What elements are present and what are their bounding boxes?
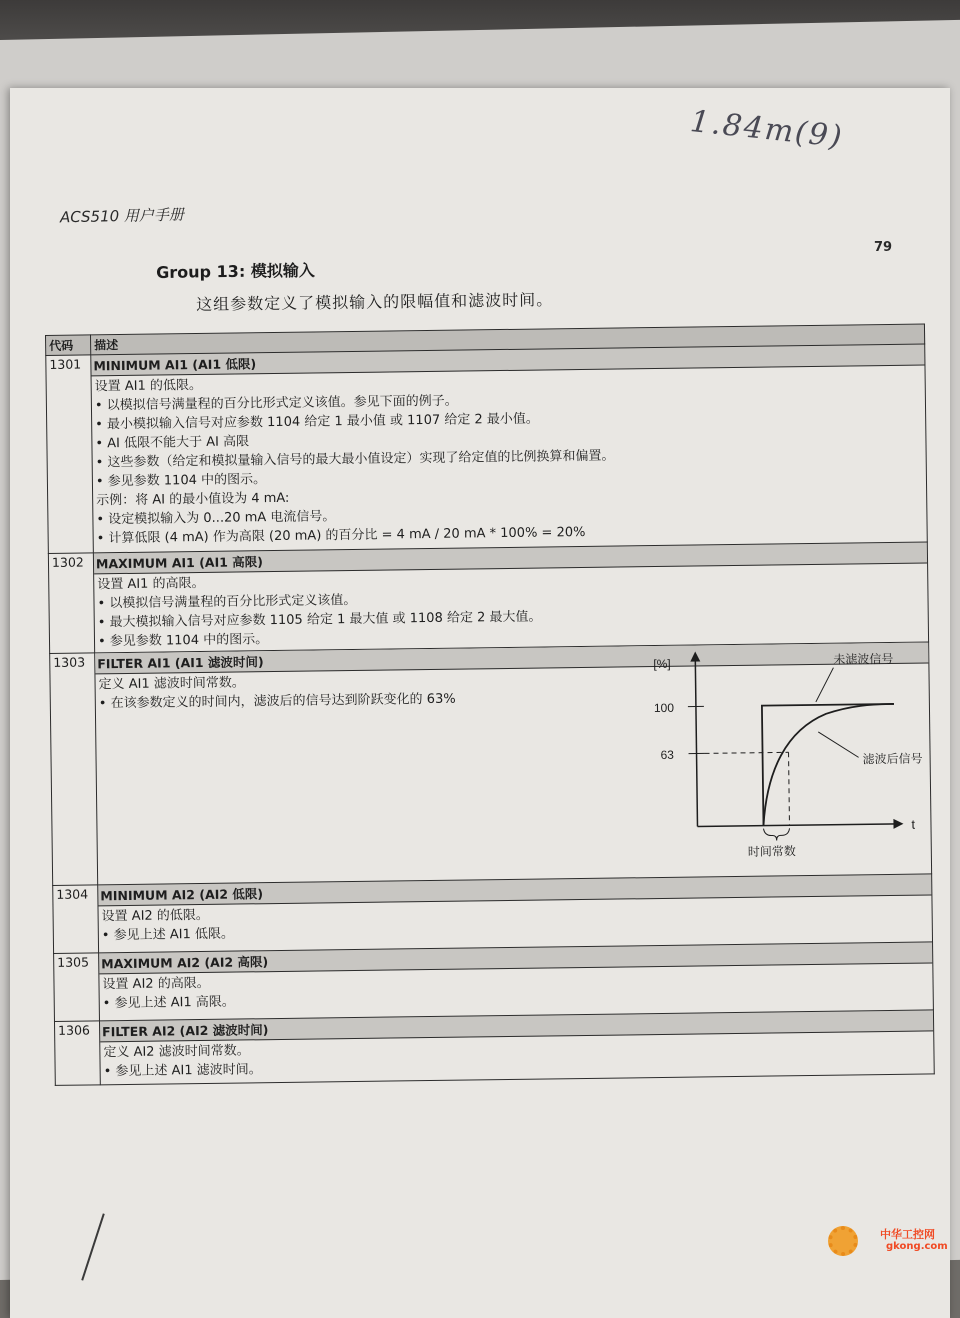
desc-bullet: • 计算低限 (4 mA) 作为高限 (20 mA) 的百分比 = 4 mA / 20 mA * 100% = 20% xyxy=(97,519,924,549)
watermark-logo xyxy=(828,1224,946,1264)
param-title: MAXIMUM AI1 (AI1 高限) xyxy=(94,542,927,574)
param-code: 1305 xyxy=(54,953,100,1022)
filtered-label: 滤波后信号 xyxy=(863,751,923,767)
desc-bullet: • 参见上述 AI1 滤波时间。 xyxy=(104,1051,931,1081)
section-description: 这组参数定义了模拟输入的限幅值和滤波时间。 xyxy=(196,287,553,315)
param-desc xyxy=(93,542,928,653)
desc-bullet: • 最大模拟输入信号对应参数 1105 给定 1 最大值 或 1108 给定 2 最大值。 xyxy=(98,603,925,633)
watermark-url: gkong.com xyxy=(886,1241,948,1252)
table-row-1305 xyxy=(54,942,934,1021)
desc-line: 设置 AI1 的低限。 xyxy=(95,367,922,397)
param-desc xyxy=(91,344,928,553)
desc-line: 设置 AI2 的低限。 xyxy=(101,896,928,926)
param-code: 1302 xyxy=(48,553,94,654)
gear-icon xyxy=(828,1226,858,1256)
param-desc xyxy=(99,1010,934,1085)
unfiltered-label: 未滤波信号 xyxy=(833,651,893,667)
y-axis-unit: [%] xyxy=(653,657,671,671)
param-code: 1306 xyxy=(54,1021,100,1086)
filter-diagram xyxy=(635,648,948,862)
table-row-1303 xyxy=(50,642,932,885)
param-title: MINIMUM AI1 (AI1 低限) xyxy=(91,344,924,376)
param-desc xyxy=(99,942,934,1021)
desc-line: 定义 AI1 滤波时间常数。 xyxy=(98,665,925,695)
desc-bullet: • 参见参数 1104 中的图示。 xyxy=(96,462,923,492)
desc-bullet: • 以模拟信号满量程的百分比形式定义该值。参见下面的例子。 xyxy=(95,386,922,416)
page-number: 79 xyxy=(874,240,892,255)
filtered-callout-line xyxy=(818,731,858,758)
desc-bullet: • 参见上述 AI1 低限。 xyxy=(102,915,929,945)
running-header: ACS510 用户手册 xyxy=(60,204,184,228)
desc-bullet: • 最小模拟输入信号对应参数 1104 给定 1 最小值 或 1107 给定 2 最小值。 xyxy=(95,405,922,435)
param-title: FILTER AI2 (AI2 滤波时间) xyxy=(100,1010,933,1042)
table-row-1301 xyxy=(46,344,928,553)
x-axis xyxy=(697,824,899,827)
param-title: FILTER AI1 (AI1 滤波时间) xyxy=(95,642,928,674)
x-axis-unit: t xyxy=(911,817,915,832)
desc-line: 设置 AI2 的高限。 xyxy=(102,964,929,994)
time-constant-brace xyxy=(764,828,790,840)
filter-diagram-svg xyxy=(635,648,948,862)
tick-63-label: 63 xyxy=(660,748,674,762)
desc-line: 示例：将 AI 的最小值设为 4 mA: xyxy=(96,481,923,511)
dashed-time-line xyxy=(789,752,790,825)
param-desc xyxy=(98,874,933,953)
param-code: 1304 xyxy=(53,885,99,954)
y-axis xyxy=(695,656,697,827)
col-header-code: 代码 xyxy=(46,335,91,356)
x-axis-arrow xyxy=(893,819,903,829)
desc-bullet: • 这些参数（给定和模拟量输入信号的最大最小值设定）实现了给定值的比例换算和偏置。 xyxy=(96,443,923,473)
table-row-1304 xyxy=(53,874,933,953)
param-title: MINIMUM AI2 (AI2 低限) xyxy=(98,874,931,906)
table-row-1306 xyxy=(54,1010,934,1086)
unfiltered-callout-line xyxy=(815,668,833,702)
desc-line: 定义 AI2 滤波时间常数。 xyxy=(103,1032,930,1062)
param-code: 1301 xyxy=(46,355,94,554)
param-code: 1303 xyxy=(50,653,98,886)
tick-100-label: 100 xyxy=(654,701,675,715)
desc-line: 设置 AI1 的高限。 xyxy=(97,565,924,595)
handwritten-note: 1.84m(9) xyxy=(689,104,846,155)
parameter-table xyxy=(45,323,935,1085)
time-constant-label: 时间常数 xyxy=(748,843,796,859)
dashed-63-line xyxy=(705,752,789,753)
y-axis-arrow xyxy=(690,651,700,661)
desc-bullet: • 参见参数 1104 中的图示。 xyxy=(98,622,925,652)
param-title: MAXIMUM AI2 (AI2 高限) xyxy=(99,942,932,974)
watermark-text: 中华工控网 xyxy=(880,1226,935,1242)
desc-bullet: • 在该参数定义的时间内，滤波后的信号达到阶跃变化的 63% xyxy=(99,684,926,714)
desc-bullet: • AI 低限不能大于 AI 高限 xyxy=(95,424,922,454)
table-row-1302 xyxy=(48,542,928,653)
section-title: Group 13: 模拟输入 xyxy=(156,258,315,283)
desc-bullet: • 设定模拟输入为 0...20 mA 电流信号。 xyxy=(96,500,923,530)
col-header-desc: 描述 xyxy=(91,324,925,355)
param-desc xyxy=(95,642,932,885)
desc-bullet: • 参见上述 AI1 高限。 xyxy=(103,983,930,1013)
desc-bullet: • 以模拟信号满量程的百分比形式定义该值。 xyxy=(97,584,924,614)
